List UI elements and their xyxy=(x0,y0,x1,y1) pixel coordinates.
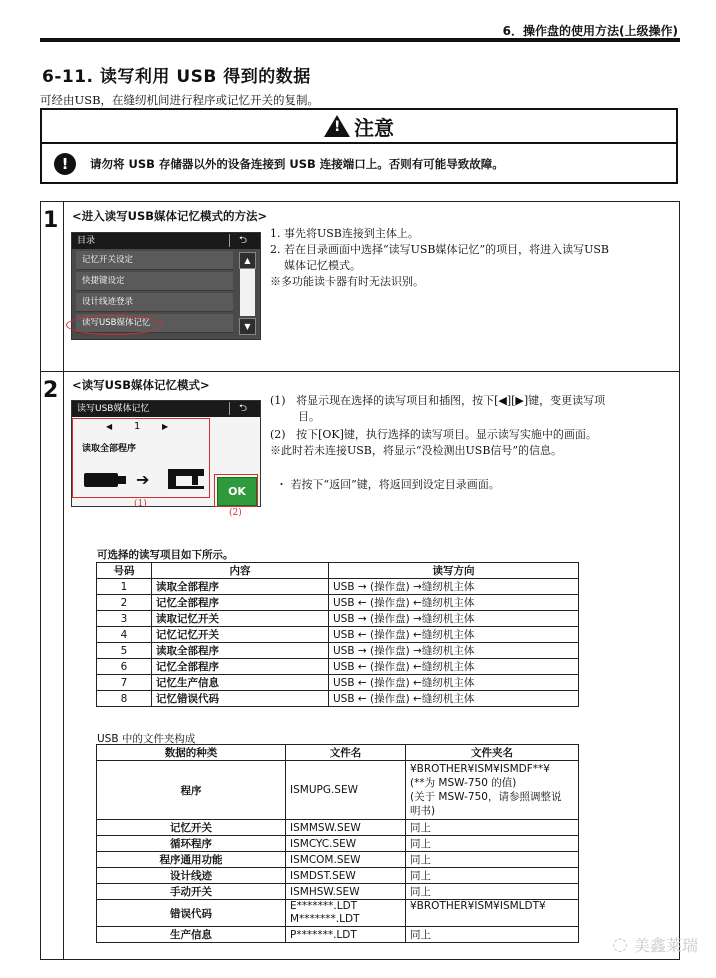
step-1-title: <进入读写USB媒体记忆模式的方法> xyxy=(72,209,268,223)
table-row xyxy=(97,820,579,836)
cell-file: ISMCYC.SEW xyxy=(286,836,406,852)
cell-direction: USB ← (操作盘) ←缝纫机主体 xyxy=(329,595,579,611)
direction-arrow-icon: ➔ xyxy=(136,470,150,489)
exclamation-icon: ! xyxy=(54,153,76,175)
callout-label-2: (2) xyxy=(229,508,242,518)
table-header-row xyxy=(97,745,579,761)
cell-file: ISMCOM.SEW xyxy=(286,852,406,868)
item-index: 1 xyxy=(134,421,141,432)
table-row xyxy=(97,643,579,659)
cell-direction: USB ← (操作盘) ←缝纫机主体 xyxy=(329,691,579,707)
cell-content: 记忆生产信息 xyxy=(152,675,329,691)
cell-type: 错误代码 xyxy=(97,900,286,927)
cell-direction: USB ← (操作盘) ←缝纫机主体 xyxy=(329,675,579,691)
cell-folder: 同上 xyxy=(406,927,579,943)
table2-caption: USB 中的文件夹构成 xyxy=(97,733,196,745)
scroll-down-button[interactable]: ▼ xyxy=(239,318,256,335)
col-header-file-name: 文件名 xyxy=(286,745,406,761)
callout-label-1: (1) xyxy=(134,499,147,509)
cell-number: 5 xyxy=(97,643,152,659)
step-2-line-2: 目。 xyxy=(270,410,320,423)
cell-type: 手动开关 xyxy=(97,884,286,900)
col-header-folder-name: 文件夹名 xyxy=(406,745,579,761)
table-row xyxy=(97,675,579,691)
cell-content: 记忆全部程序 xyxy=(152,659,329,675)
col-header-content: 内容 xyxy=(152,563,329,579)
header-rule xyxy=(40,38,680,42)
cell-direction: USB → (操作盘) →缝纫机主体 xyxy=(329,611,579,627)
cell-number: 1 xyxy=(97,579,152,595)
file-line: E*******.LDT xyxy=(290,900,358,912)
menu-item-usb-media[interactable]: 读写USB媒体记忆 xyxy=(76,314,233,333)
folder-line: (关于 MSW-750，请参照调整说 xyxy=(410,791,562,803)
cell-number: 7 xyxy=(97,675,152,691)
ok-button[interactable]: OK xyxy=(217,477,257,506)
next-item-button[interactable]: ▶ xyxy=(162,422,169,431)
caution-text: 请勿将 USB 存储器以外的设备连接到 USB 连接端口上。否则有可能导致故障。 xyxy=(90,157,504,171)
usb-mode-screen-title: 读写USB媒体记忆 xyxy=(72,401,260,417)
table-row xyxy=(97,659,579,675)
table-row xyxy=(97,691,579,707)
cell-type: 程序通用功能 xyxy=(97,852,286,868)
cell-folder: ¥BROTHER¥ISM¥ISMLDT¥ xyxy=(406,900,579,927)
usb-back-button[interactable]: ⮌ xyxy=(229,402,256,415)
step-2-line-3: (2) 按下[OK]键，执行选择的读写项目。显示读写实施中的画面。 xyxy=(270,428,597,441)
section-title: 6-11. 读写利用 USB 得到的数据 xyxy=(42,67,311,87)
menu-screen-title: 目录 xyxy=(72,233,260,249)
warning-triangle-icon: ! xyxy=(324,115,350,137)
highlight-item-area xyxy=(72,418,210,498)
cell-content: 读取全部程序 xyxy=(152,643,329,659)
cell-number: 3 xyxy=(97,611,152,627)
steps-divider-vertical xyxy=(63,201,64,959)
back-button[interactable]: ⮌ xyxy=(229,234,256,247)
cell-file: P*******.LDT xyxy=(286,927,406,943)
cell-content: 记忆全部程序 xyxy=(152,595,329,611)
highlight-ok-button xyxy=(214,474,258,507)
step-1-line-1: 1. 事先将USB连接到主体上。 xyxy=(270,227,419,240)
table-header-row xyxy=(97,563,579,579)
cell-direction: USB ← (操作盘) ←缝纫机主体 xyxy=(329,627,579,643)
caution-body xyxy=(42,144,676,184)
cell-direction: USB → (操作盘) →缝纫机主体 xyxy=(329,643,579,659)
highlight-usb-media-item xyxy=(66,315,162,335)
cell-type: 循环程序 xyxy=(97,836,286,852)
col-header-number: 号码 xyxy=(97,563,152,579)
step-2-line-1: (1) 将显示现在选择的读写项目和插图，按下[◀][▶]键，变更读写项 xyxy=(270,394,606,407)
cell-content: 记忆错误代码 xyxy=(152,691,329,707)
cell-folder: 同上 xyxy=(406,852,579,868)
col-header-data-type: 数据的种类 xyxy=(97,745,286,761)
cell-file: ISMUPG.SEW xyxy=(286,761,406,820)
menu-item-shortcut[interactable]: 快捷键设定 xyxy=(76,272,233,291)
cell-file xyxy=(286,900,406,927)
folder-structure-table xyxy=(96,744,579,943)
folder-line: (**为 MSW-750 的值) xyxy=(410,777,517,789)
caution-box xyxy=(40,108,678,184)
step-2-note: ※此时若未连接USB，将显示“没检测出USB信号”的信息。 xyxy=(270,444,563,457)
cell-folder: 同上 xyxy=(406,836,579,852)
cell-folder: 同上 xyxy=(406,820,579,836)
cell-number: 6 xyxy=(97,659,152,675)
menu-item-memory-switch[interactable]: 记忆开关设定 xyxy=(76,251,233,270)
folder-line: 明书) xyxy=(410,805,436,817)
wechat-icon: ◌ xyxy=(612,934,628,955)
steps-divider-horizontal xyxy=(40,371,680,372)
file-line: M*******.LDT xyxy=(290,913,360,925)
cell-type: 程序 xyxy=(97,761,286,820)
cell-type: 记忆开关 xyxy=(97,820,286,836)
cell-file: ISMMSW.SEW xyxy=(286,820,406,836)
cell-folder: 同上 xyxy=(406,884,579,900)
cell-direction: USB ← (操作盘) ←缝纫机主体 xyxy=(329,659,579,675)
step-2-title: <读写USB媒体记忆模式> xyxy=(72,378,210,392)
cell-content: 读取记忆开关 xyxy=(152,611,329,627)
step-1-line-3: 媒体记忆模式。 xyxy=(270,259,361,272)
table-row xyxy=(97,579,579,595)
cell-folder: 同上 xyxy=(406,868,579,884)
scrollbar-track[interactable] xyxy=(240,269,255,316)
table-row xyxy=(97,627,579,643)
watermark-text: 美鑫莱瑞 xyxy=(633,936,698,955)
cell-file: ISMDST.SEW xyxy=(286,868,406,884)
step-2-number: 2 xyxy=(43,378,59,403)
table-row xyxy=(97,884,579,900)
step-2-back-note: ・ 若按下“返回”键，将返回到设定目录画面。 xyxy=(276,478,500,491)
chapter-header: 6．操作盘的使用方法(上级操作) xyxy=(502,24,678,38)
scroll-up-button[interactable]: ▲ xyxy=(239,252,256,269)
col-header-direction: 读写方向 xyxy=(329,563,579,579)
caution-heading xyxy=(42,110,676,144)
table-row xyxy=(97,927,579,943)
step-1-line-2: 2. 若在目录画面中选择“读写USB媒体记忆”的项目，将进入读写USB xyxy=(270,243,610,256)
cell-direction: USB → (操作盘) →缝纫机主体 xyxy=(329,579,579,595)
cell-type: 设计线迹 xyxy=(97,868,286,884)
cell-content: 读取全部程序 xyxy=(152,579,329,595)
selected-item-label: 读取全部程序 xyxy=(82,444,137,454)
section-intro: 可经由USB，在缝纫机间进行程序或记忆开关的复制。 xyxy=(40,93,320,107)
cell-number: 2 xyxy=(97,595,152,611)
folder-line: ¥BROTHER¥ISM¥ISMDF**¥ xyxy=(410,763,550,775)
table-row xyxy=(97,595,579,611)
table-row xyxy=(97,900,579,927)
cell-type: 生产信息 xyxy=(97,927,286,943)
table-row xyxy=(97,761,579,820)
cell-content: 记忆记忆开关 xyxy=(152,627,329,643)
table-row xyxy=(97,868,579,884)
caution-heading-text: 注意 xyxy=(354,115,394,140)
menu-item-design-stitch[interactable]: 设计线迹登录 xyxy=(76,293,233,312)
table-row xyxy=(97,611,579,627)
step-1-note: ※多功能读卡器有时无法识别。 xyxy=(270,275,424,288)
rw-items-table xyxy=(96,562,579,707)
table1-caption: 可选择的读写项目如下所示。 xyxy=(97,549,234,561)
cell-folder xyxy=(406,761,579,820)
table-row xyxy=(97,836,579,852)
table-row xyxy=(97,852,579,868)
watermark xyxy=(612,933,698,956)
cell-file: ISMHSW.SEW xyxy=(286,884,406,900)
prev-item-button[interactable]: ◀ xyxy=(106,422,113,431)
cell-number: 4 xyxy=(97,627,152,643)
cell-number: 8 xyxy=(97,691,152,707)
step-1-number: 1 xyxy=(43,208,59,233)
